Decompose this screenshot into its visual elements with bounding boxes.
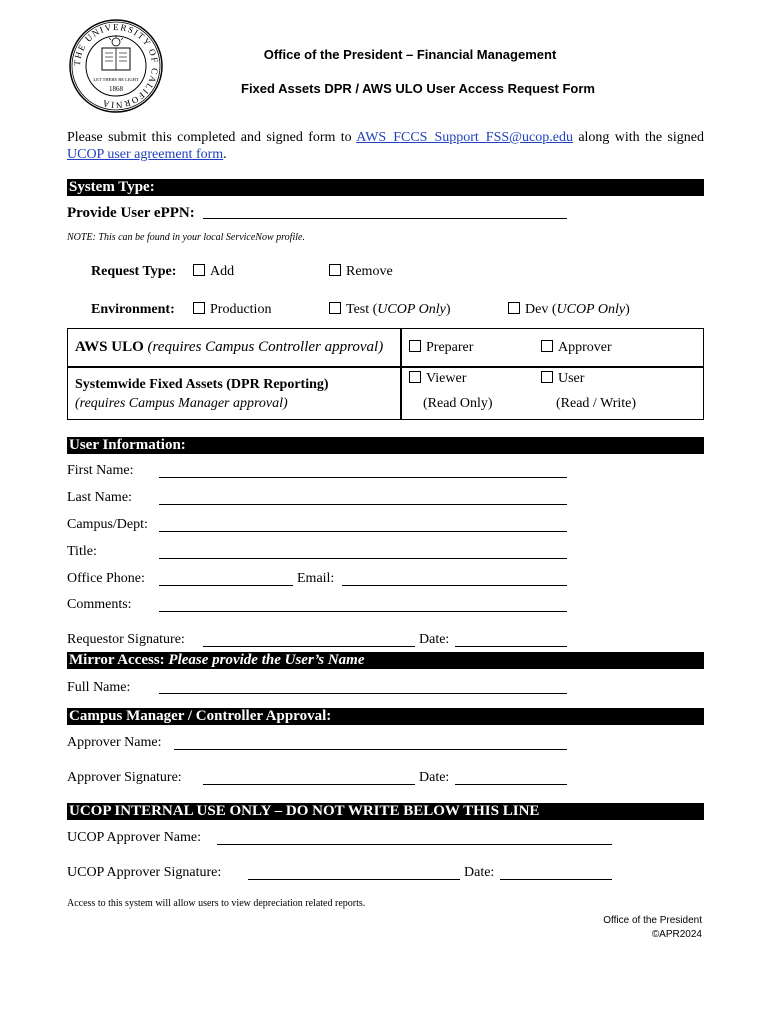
- ucop-date-label: Date:: [464, 865, 495, 880]
- eppn-field[interactable]: [203, 218, 567, 219]
- full-name-field[interactable]: [159, 693, 567, 694]
- checkbox-icon: [329, 264, 341, 276]
- approver-signature-field[interactable]: [203, 784, 415, 785]
- test-ucop-only: UCOP Only: [377, 302, 446, 317]
- mirror-access-header: [67, 652, 704, 669]
- user-info-header: User Information:: [67, 437, 704, 454]
- approver-name-label: Approver Name:: [67, 735, 162, 750]
- checkbox-icon: [409, 371, 421, 383]
- checkbox-icon: [193, 302, 205, 314]
- intro-period: .: [223, 147, 227, 162]
- preparer-label: Preparer: [426, 340, 474, 355]
- comments-label: Comments:: [67, 597, 132, 612]
- footer-revision: ©APR2024: [651, 929, 702, 940]
- intro-paragraph-line2: [67, 146, 227, 163]
- form-title: Fixed Assets DPR / AWS ULO User Access Request Form: [241, 81, 595, 96]
- request-add-checkbox[interactable]: [193, 264, 234, 280]
- footer-office: Office of the President: [603, 915, 702, 926]
- checkbox-icon: [329, 302, 341, 314]
- internal-use-header: UCOP INTERNAL USE ONLY – DO NOT WRITE BELOW THIS LINE: [67, 803, 704, 820]
- approver-date-label: Date:: [419, 770, 450, 785]
- test-close: ): [445, 302, 451, 317]
- requestor-signature-field[interactable]: [203, 646, 415, 647]
- test-label: Test (: [346, 302, 378, 317]
- requestor-date-label: Date:: [419, 632, 450, 647]
- environment-label: Environment:: [91, 302, 175, 317]
- user-sub: (Read / Write): [556, 396, 637, 411]
- requestor-signature-label: Requestor Signature:: [67, 632, 185, 647]
- production-label: Production: [210, 302, 272, 317]
- ucop-date-field[interactable]: [500, 879, 612, 880]
- aws-ulo-title: AWS ULO: [75, 339, 144, 355]
- campus-field[interactable]: [159, 531, 567, 532]
- dev-close: ): [625, 302, 630, 317]
- viewer-label: Viewer: [426, 371, 467, 386]
- fixed-assets-note: (requires Campus Manager approval): [75, 396, 288, 411]
- comments-field[interactable]: [159, 611, 567, 612]
- viewer-sub: (Read Only): [423, 396, 493, 411]
- approver-label: Approver: [558, 340, 612, 355]
- first-name-field[interactable]: [159, 477, 567, 478]
- fixed-assets-title: Systemwide Fixed Assets (DPR Reporting): [75, 377, 329, 392]
- office-phone-field[interactable]: [159, 585, 293, 586]
- full-name-label: Full Name:: [67, 680, 131, 695]
- user-label: User: [558, 371, 585, 386]
- approval-header: Campus Manager / Controller Approval:: [67, 708, 704, 725]
- approver-signature-label: Approver Signature:: [67, 770, 182, 785]
- user-agreement-link[interactable]: UCOP user agreement form: [67, 147, 224, 162]
- mirror-access-title: Mirror Access:: [69, 652, 169, 668]
- env-dev-checkbox[interactable]: [508, 302, 630, 318]
- mirror-access-instruction: Please provide the User’s Name: [168, 652, 365, 668]
- role-user-checkbox[interactable]: [541, 371, 584, 387]
- checkbox-icon: [541, 371, 553, 383]
- ucop-approver-signature-label: UCOP Approver Signature:: [67, 865, 222, 880]
- aws-ulo-label: [75, 339, 383, 356]
- email-field[interactable]: [342, 585, 567, 586]
- first-name-label: First Name:: [67, 463, 134, 478]
- checkbox-icon: [193, 264, 205, 276]
- campus-label: Campus/Dept:: [67, 517, 148, 532]
- env-test-checkbox[interactable]: [329, 302, 451, 318]
- dev-label: Dev (: [525, 302, 557, 317]
- checkbox-icon: [541, 340, 553, 352]
- request-type-label: Request Type:: [91, 264, 177, 279]
- university-seal-logo: [68, 18, 164, 114]
- last-name-label: Last Name:: [67, 490, 132, 505]
- intro-text-2: along with the signed: [572, 130, 704, 145]
- seal-motto: LET THERE BE LIGHT: [93, 77, 139, 82]
- aws-ulo-note: (requires Campus Controller approval): [143, 339, 384, 355]
- intro-text: Please submit this completed and signed form to: [67, 130, 357, 145]
- approver-date-field[interactable]: [455, 784, 567, 785]
- env-production-checkbox[interactable]: [193, 302, 271, 318]
- add-label: Add: [210, 264, 235, 279]
- role-viewer-checkbox[interactable]: [409, 371, 466, 387]
- eppn-note: NOTE: This can be found in your local ServiceNow profile.: [67, 232, 305, 243]
- eppn-label: Provide User ePPN:: [67, 205, 195, 221]
- email-label: Email:: [297, 571, 335, 586]
- approver-name-field[interactable]: [174, 749, 567, 750]
- role-approver-checkbox[interactable]: [541, 340, 612, 356]
- ucop-approver-name-label: UCOP Approver Name:: [67, 830, 202, 845]
- dev-ucop-only: UCOP Only: [556, 302, 626, 317]
- ucop-approver-name-field[interactable]: [217, 844, 612, 845]
- checkbox-icon: [508, 302, 520, 314]
- form-office-title: Office of the President – Financial Management: [263, 47, 557, 62]
- ucop-approver-signature-field[interactable]: [248, 879, 460, 880]
- office-phone-label: Office Phone:: [67, 571, 145, 586]
- title-label: Title:: [67, 544, 97, 559]
- seal-ring-text: THE UNIVERSITY OF CALIFORNIA: [71, 21, 161, 111]
- remove-label: Remove: [346, 264, 393, 279]
- request-remove-checkbox[interactable]: [329, 264, 393, 280]
- system-type-header: System Type:: [67, 179, 704, 196]
- access-note: Access to this system will allow users to view depreciation related reports.: [67, 898, 366, 909]
- intro-paragraph: [67, 129, 704, 146]
- support-email-link[interactable]: AWS_FCCS_Support_FSS@ucop.edu: [356, 130, 573, 145]
- last-name-field[interactable]: [159, 504, 567, 505]
- requestor-date-field[interactable]: [455, 646, 567, 647]
- checkbox-icon: [409, 340, 421, 352]
- title-field[interactable]: [159, 558, 567, 559]
- role-preparer-checkbox[interactable]: [409, 340, 473, 356]
- seal-year: 1868: [109, 85, 123, 93]
